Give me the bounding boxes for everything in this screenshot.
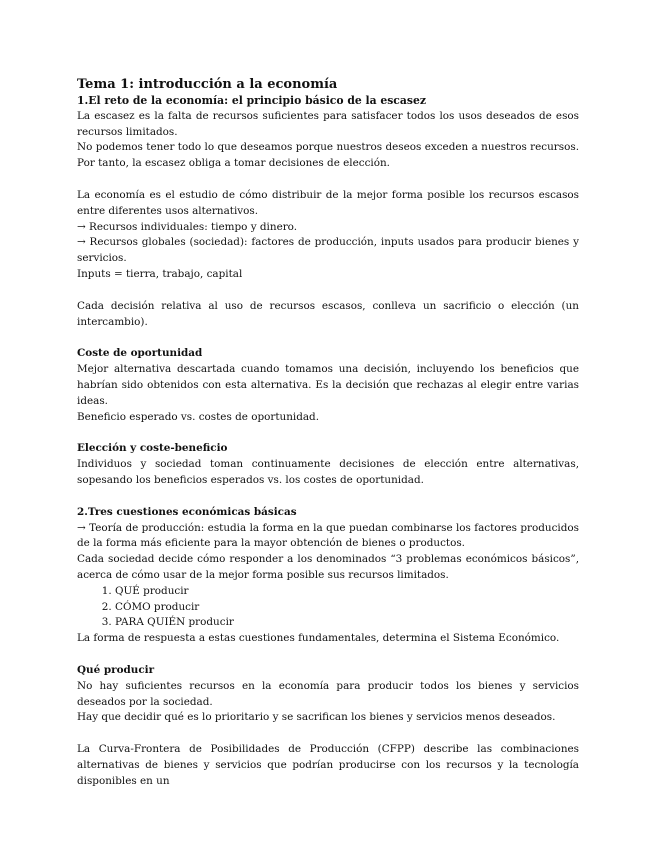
eleccion-heading: Elección y coste-beneficio	[77, 442, 228, 455]
paragraph: La escasez es la falta de recursos suficientes para satisfacer todos los usos deseados de esos recursos limitados.	[77, 109, 579, 138]
arrow-item: → Teoría de producción: estudia la forma en la que puedan combinarse los factores producidos de la forma más eficiente para la mayor obtención de bienes o productos.	[77, 521, 579, 550]
document-title: Tema 1: introducción a la economía	[77, 77, 338, 92]
coste-heading: Coste de oportunidad	[77, 347, 203, 360]
list-item: 2. CÓMO producir	[115, 600, 579, 616]
paragraph: Individuos y sociedad toman continuamente decisiones de elección entre alternativas, sopesando los beneficios esperados vs. los costes de oportunidad.	[77, 458, 579, 486]
arrow-item: → Recursos individuales: tiempo y dinero.	[77, 220, 298, 233]
numbered-list	[77, 584, 579, 631]
paragraph: La economía es el estudio de cómo distribuir de la mejor forma posible los recursos escasos entre diferentes usos alternativos.	[77, 188, 579, 217]
section-1-heading: 1.El reto de la economía: el principio básico de la escasez	[77, 94, 426, 107]
list-item: 3. PARA QUIÉN producir	[115, 615, 579, 631]
paragraph: Cada decisión relativa al uso de recursos escasos, conlleva un sacrificio o elección (un intercambio).	[77, 299, 579, 328]
paragraph: Cada sociedad decide cómo responder a los denominados “3 problemas económicos básicos”, acerca de cómo usar de la mejor forma posible sus recursos limitados.	[77, 553, 579, 581]
paragraph: La Curva-Frontera de Posibilidades de Producción (CFPP) describe las combinaciones alternativas de bienes y servicios que podrían producirse con los recursos y la tecnología disponibles en un	[77, 743, 579, 787]
document-page	[77, 77, 579, 789]
list-item: 1. QUÉ producir	[115, 584, 579, 600]
paragraph: Hay que decidir qué es lo prioritario y se sacrifican los bienes y servicios menos deseados.	[77, 711, 556, 724]
que-heading: Qué producir	[77, 663, 155, 676]
section-2-heading: 2.Tres cuestiones económicas básicas	[77, 505, 297, 518]
paragraph: Beneficio esperado vs. costes de oportunidad.	[77, 410, 320, 423]
paragraph: No hay suficientes recursos en la economía para producir todos los bienes y servicios deseados por la sociedad.	[77, 679, 579, 708]
paragraph: No podemos tener todo lo que deseamos porque nuestros deseos exceden a nuestros recursos. Por tanto, la escasez obliga a tomar decisiones de elección.	[77, 141, 579, 170]
paragraph: Inputs = tierra, trabajo, capital	[77, 267, 243, 280]
paragraph: Mejor alternativa descartada cuando tomamos una decisión, incluyendo los beneficios que habrían sido obtenidos con esta alternativa. Es la decisión que rechazas al elegir entre varias ideas.	[77, 363, 579, 407]
paragraph: La forma de respuesta a estas cuestiones fundamentales, determina el Sistema Económico.	[77, 632, 560, 645]
arrow-item: → Recursos globales (sociedad): factores de producción, inputs usados para producir bienes y servicios.	[77, 236, 579, 265]
